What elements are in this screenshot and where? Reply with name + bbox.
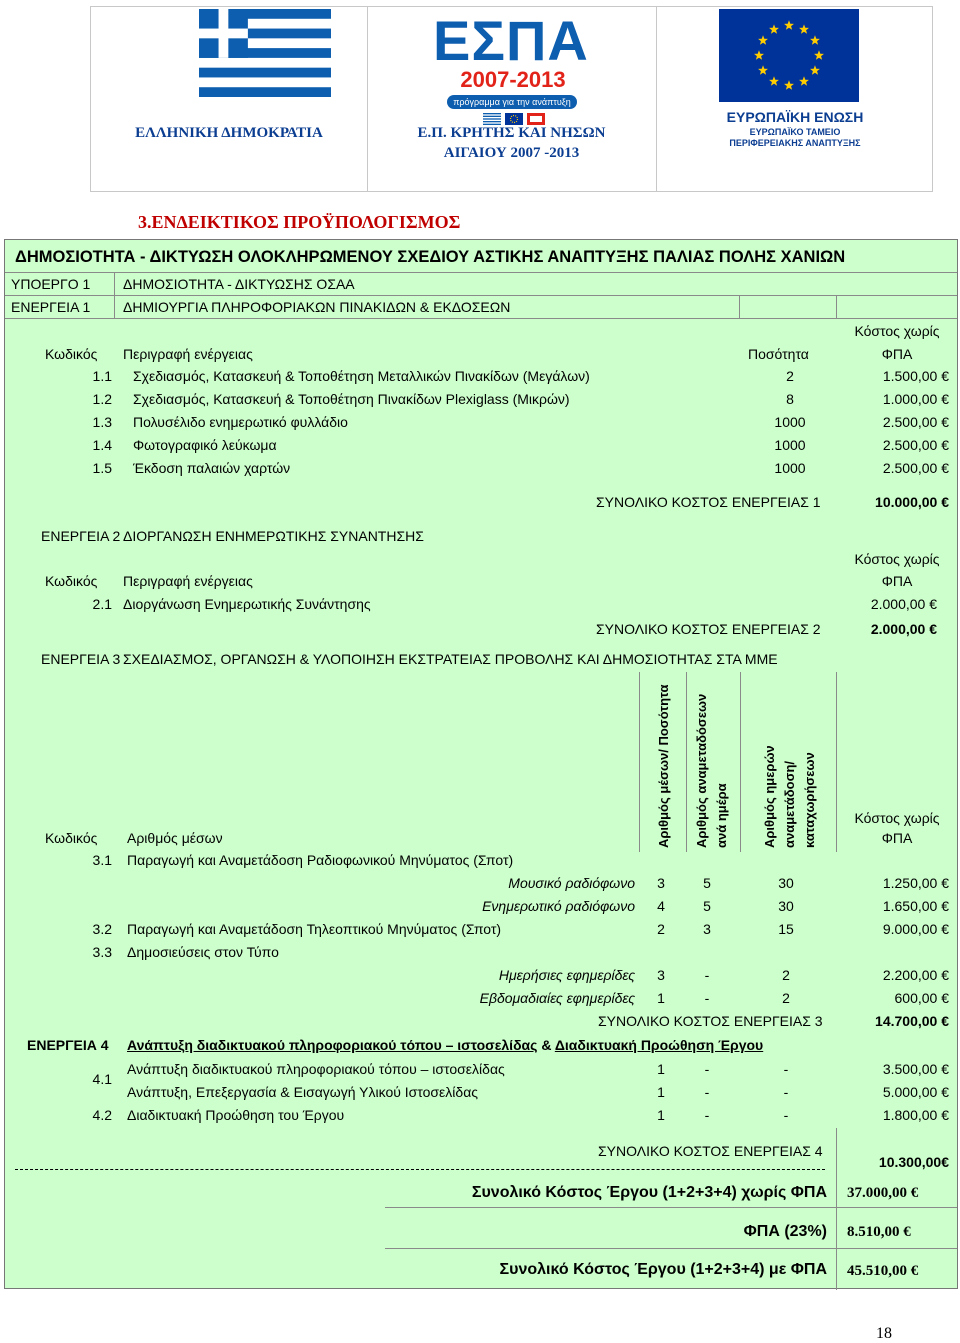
sub-row-desc: Ανάπτυξη διαδικτυακού πληροφοριακού τόπου – ιστοσελίδας bbox=[127, 1061, 505, 1077]
activity3-g3-title: Δημοσιεύσεις στον Τύπο bbox=[127, 944, 279, 960]
activity3-col-code: Κωδικός bbox=[45, 830, 98, 846]
activity2-col-desc: Περιγραφή ενέργειας bbox=[123, 573, 253, 589]
activity1-row-cost: 2.500,00 € bbox=[882, 460, 949, 476]
sub-row-qty: 1 bbox=[657, 990, 665, 1006]
eu-title: ΕΥΡΩΠΑΪΚΗ ΕΝΩΣΗ bbox=[726, 109, 864, 125]
sub-row-per-day: 5 bbox=[703, 875, 711, 891]
activity4-g1-code: 4.1 bbox=[92, 1071, 112, 1087]
activity3-col-broadcasts-line1: Αριθμός αναμεταδόσεων bbox=[694, 693, 709, 848]
espa-years: 2007-2013 bbox=[460, 67, 566, 92]
sub-row-qty: 3 bbox=[657, 875, 665, 891]
activity2-row-desc: Διοργάνωση Ενημερωτικής Συνάντησης bbox=[123, 596, 371, 612]
activity1-col-cost-line2: ΦΠΑ bbox=[881, 346, 913, 362]
activity3-col-broadcasts-line2: ανά ημέρα bbox=[714, 783, 729, 848]
activity2-row-code: 2.1 bbox=[92, 596, 112, 612]
sub-row-days: 2 bbox=[782, 990, 790, 1006]
eu-subtitle-line1: ΕΥΡΩΠΑΪΚΟ ΤΑΜΕΙΟ bbox=[749, 127, 841, 137]
header-divider bbox=[656, 7, 657, 191]
activity1-row-desc: Πολυσέλιδο ενημερωτικό φυλλάδιο bbox=[133, 414, 348, 430]
activity1-col-qty: Ποσότητα bbox=[748, 346, 809, 362]
activity3-g2-cost: 9.000,00 € bbox=[882, 921, 949, 937]
activity1-total-label: ΣΥΝΟΛΙΚΟ ΚΟΣΤΟΣ ΕΝΕΡΓΕΙΑΣ 1 bbox=[596, 494, 821, 510]
sub-row-desc: Εβδομαδιαίες εφημερίδες bbox=[479, 990, 635, 1006]
sub-row-qty: 1 bbox=[657, 1061, 665, 1077]
mini-espa-icon bbox=[527, 113, 545, 125]
activity2-total-label: ΣΥΝΟΛΙΚΟ ΚΟΣΤΟΣ ΕΝΕΡΓΕΙΑΣ 2 bbox=[596, 621, 821, 637]
activity2-col-code: Κωδικός bbox=[45, 573, 98, 589]
activity1-row-cost: 1.500,00 € bbox=[882, 368, 949, 384]
activity1-row-code: 1.2 bbox=[92, 391, 112, 407]
sub-row-desc: Ημερήσιες εφημερίδες bbox=[498, 967, 635, 983]
activity3-g2-desc: Παραγωγή και Αναμετάδοση Τηλεοπτικού Μηνύματος (Σποτ) bbox=[127, 921, 502, 937]
activity4-label: ΕΝΕΡΓΕΙΑ 4 bbox=[27, 1037, 109, 1053]
header-divider bbox=[367, 7, 368, 191]
activity1-row-desc: Έκδοση παλαιών χαρτών bbox=[133, 460, 291, 476]
espa-tagline: πρόγραμμα για την ανάπτυξη bbox=[453, 97, 571, 107]
sub-row-cost: 1.250,00 € bbox=[882, 875, 949, 891]
activity1-row-qty: 2 bbox=[786, 368, 794, 384]
activity3-total-value: 14.700,00 € bbox=[875, 1013, 949, 1029]
activity1-row-code: 1.3 bbox=[92, 414, 112, 430]
sub-row-per-day: - bbox=[704, 1061, 710, 1077]
sub-row-qty: 4 bbox=[657, 898, 665, 914]
activity3-g2-code: 3.2 bbox=[92, 921, 112, 937]
activity3-g2-days: 15 bbox=[778, 921, 794, 937]
activity1-row-qty: 1000 bbox=[774, 460, 806, 476]
sub-row-desc: Ανάπτυξη, Επεξεργασία & Εισαγωγή Υλικού Ιστοσελίδας bbox=[127, 1084, 479, 1100]
sub-row-days: 30 bbox=[778, 875, 794, 891]
activity3-col-qty: Αριθμός μέσων/ Ποσότητα bbox=[656, 684, 671, 848]
activity1-row-cost: 2.500,00 € bbox=[882, 414, 949, 430]
sub-row-days: 30 bbox=[778, 898, 794, 914]
summary-vat-value: 8.510,00 € bbox=[847, 1224, 911, 1240]
activity3-col-means: Αριθμός μέσων bbox=[127, 830, 223, 846]
activity2-total-value: 2.000,00 € bbox=[870, 621, 937, 637]
activity1-row-qty: 1000 bbox=[774, 437, 806, 453]
espa-logo bbox=[411, 11, 621, 111]
activity3-title: ΣΧΕΔΙΑΣΜΟΣ, ΟΡΓΑΝΩΣΗ & ΥΛΟΠΟΙΗΣΗ ΕΚΣΤΡΑΤΕΙΑΣ ΠΡΟΒΟΛΗΣ ΚΑΙ ΔΗΜΟΣΙΟΤΗΤΑΣ ΣΤΑ ΜΜΕ bbox=[123, 651, 778, 667]
summary-total-vat-value: 45.510,00 € bbox=[847, 1263, 919, 1279]
activity1-row-qty: 8 bbox=[786, 391, 794, 407]
summary-vat-label: ΦΠΑ (23%) bbox=[743, 1223, 827, 1240]
activity3-g1-code: 3.1 bbox=[92, 852, 112, 868]
activity1-col-cost-line1: Κόστος χωρίς bbox=[854, 323, 940, 339]
sub-row-per-day: 5 bbox=[703, 898, 711, 914]
activity4-g2-cost: 1.800,00 € bbox=[882, 1107, 949, 1123]
sub-row-days: - bbox=[783, 1061, 789, 1077]
sub-row-desc: Μουσικό ραδιόφωνο bbox=[508, 875, 635, 891]
activity1-title: ΔΗΜΙΟΥΡΓΙΑ ΠΛΗΡΟΦΟΡΙΑΚΩΝ ΠΙΝΑΚΙΔΩΝ & ΕΚΔΟΣΕΩΝ bbox=[123, 299, 511, 315]
sub-row-cost: 1.650,00 € bbox=[882, 898, 949, 914]
sub-row-cost: 3.500,00 € bbox=[882, 1061, 949, 1077]
activity4-title: Ανάπτυξη διαδικτυακού πληροφοριακού τόπου – ιστοσελίδας & Διαδικτυακή Προώθηση Έργου bbox=[127, 1037, 764, 1053]
sub-row-cost: 2.200,00 € bbox=[882, 967, 949, 983]
activity4-g2-per-day: - bbox=[704, 1107, 710, 1123]
espa-logo-text: ΕΣΠΑ bbox=[433, 9, 589, 72]
sub-row-per-day: - bbox=[704, 990, 710, 1006]
activity4-g2-qty: 1 bbox=[657, 1107, 665, 1123]
activity3-col-days-line2: αναμετάδοση/ bbox=[782, 760, 797, 848]
greek-republic-label: ΕΛΛΗΝΙΚΗ ΔΗΜΟΚΡΑΤΙΑ bbox=[135, 125, 323, 141]
activity3-total-label: ΣΥΝΟΛΙΚΟ ΚΟΣΤΟΣ ΕΝΕΡΓΕΙΑΣ 3 bbox=[598, 1013, 823, 1029]
activity4-g2-code: 4.2 bbox=[92, 1107, 112, 1123]
dashed-separator bbox=[15, 1169, 825, 1170]
activity1-row-desc: Σχεδιασμός, Κατασκευή & Τοποθέτηση Πινακίδων Plexiglass (Μικρών) bbox=[133, 391, 570, 407]
program-label-line1: Ε.Π. ΚΡΗΤΗΣ ΚΑΙ ΝΗΣΩΝ bbox=[417, 125, 606, 141]
activity2-title: ΔΙΟΡΓΑΝΩΣΗ ΕΝΗΜΕΡΩΤΙΚΗΣ ΣΥΝΑΝΤΗΣΗΣ bbox=[123, 528, 424, 544]
activity3-col-days-line3: καταχωρήσεων bbox=[802, 752, 817, 848]
activity2-col-cost-line1: Κόστος χωρίς bbox=[854, 551, 940, 567]
summary-total-vat-label: Συνολικό Κόστος Έργου (1+2+3+4) με ΦΠΑ bbox=[499, 1261, 827, 1278]
sub-row-per-day: - bbox=[704, 1084, 710, 1100]
activity3-col-days-line1: Αριθμός ημερών bbox=[762, 745, 777, 848]
sub-row-cost: 5.000,00 € bbox=[882, 1084, 949, 1100]
activity1-row-desc: Σχεδιασμός, Κατασκευή & Τοποθέτηση Μεταλλικών Πινακίδων (Μεγάλων) bbox=[133, 368, 590, 384]
activity1-col-code: Κωδικός bbox=[45, 346, 98, 362]
activity3-g1-title: Παραγωγή και Αναμετάδοση Ραδιοφωνικού Μηνύματος (Σποτ) bbox=[127, 852, 514, 868]
eu-subtitle-line2: ΠΕΡΙΦΕΡΕΙΑΚΗΣ ΑΝΑΠΤΥΞΗΣ bbox=[729, 138, 861, 148]
activity4-total-value: 10.300,00€ bbox=[878, 1154, 949, 1170]
activity3-label: ΕΝΕΡΓΕΙΑ 3 bbox=[41, 651, 121, 667]
sub-row-qty: 3 bbox=[657, 967, 665, 983]
activity1-row-cost: 2.500,00 € bbox=[882, 437, 949, 453]
sub-row-days: - bbox=[783, 1084, 789, 1100]
activity2-col-cost-line2: ΦΠΑ bbox=[881, 573, 913, 589]
activity3-g2-qty: 2 bbox=[657, 921, 665, 937]
page-number: 18 bbox=[876, 1325, 892, 1342]
activity2-label: ΕΝΕΡΓΕΙΑ 2 bbox=[41, 528, 121, 544]
activity2-row-cost: 2.000,00 € bbox=[870, 596, 937, 612]
subproject-title: ΔΗΜΟΣΙΟΤΗΤΑ - ΔΙΚΤΥΩΣΗΣ ΟΣΑΑ bbox=[123, 276, 355, 292]
header-logos bbox=[90, 6, 933, 192]
activity1-label: ΕΝΕΡΓΕΙΑ 1 bbox=[11, 299, 91, 315]
activity1-row-code: 1.4 bbox=[92, 437, 112, 453]
activity1-row-desc: Φωτογραφικό λεύκωμα bbox=[133, 437, 277, 453]
summary-total-no-vat-value: 37.000,00 € bbox=[847, 1185, 919, 1201]
mini-eu-flag-icon bbox=[505, 113, 523, 125]
activity3-col-cost-line2: ΦΠΑ bbox=[881, 830, 913, 846]
sub-row-desc: Ενημερωτικό ραδιόφωνο bbox=[482, 898, 635, 914]
project-title: ΔΗΜΟΣΙΟΤΗΤΑ - ΔΙΚΤΥΩΣΗ ΟΛΟΚΛΗΡΩΜΕΝΟΥ ΣΧΕΔΙΟΥ ΑΣΤΙΚΗΣ ΑΝΑΠΤΥΞΗΣ ΠΑΛΙΑΣ ΠΟΛΗΣ ΧΑΝΙΩΝ bbox=[15, 248, 846, 266]
activity1-row-qty: 1000 bbox=[774, 414, 806, 430]
activity3-g3-code: 3.3 bbox=[92, 944, 112, 960]
activity1-row-code: 1.1 bbox=[92, 368, 112, 384]
greek-flag-icon bbox=[199, 9, 331, 97]
activity1-row-cost: 1.000,00 € bbox=[882, 391, 949, 407]
sub-row-days: 2 bbox=[782, 967, 790, 983]
activity4-g2-desc: Διαδικτυακή Προώθηση του Έργου bbox=[127, 1107, 345, 1123]
activity4-g2-days: - bbox=[783, 1107, 789, 1123]
eu-subtitle bbox=[656, 127, 934, 149]
program-label-line2: ΑΙΓΑΙΟΥ 2007 -2013 bbox=[443, 145, 580, 161]
activity4-total-label: ΣΥΝΟΛΙΚΟ ΚΟΣΤΟΣ ΕΝΕΡΓΕΙΑΣ 4 bbox=[598, 1143, 823, 1159]
sub-row-per-day: - bbox=[704, 967, 710, 983]
mini-greek-flag-icon bbox=[483, 113, 501, 125]
section-heading: 3.ΕΝΔΕΙΚΤΙΚΟΣ ΠΡΟΫΠΟΛΟΓΙΣΜΟΣ bbox=[138, 212, 461, 232]
subproject-label: ΥΠΟΕΡΓΟ 1 bbox=[11, 276, 91, 292]
sub-row-cost: 600,00 € bbox=[894, 990, 949, 1006]
activity1-row-code: 1.5 bbox=[92, 460, 112, 476]
summary-total-no-vat-label: Συνολικό Κόστος Έργου (1+2+3+4) χωρίς ΦΠΑ bbox=[471, 1184, 827, 1201]
activity1-total-value: 10.000,00 € bbox=[875, 494, 949, 510]
sub-row-qty: 1 bbox=[657, 1084, 665, 1100]
eu-flag-icon bbox=[719, 9, 859, 102]
activity1-col-desc: Περιγραφή ενέργειας bbox=[123, 346, 253, 362]
budget-table bbox=[4, 239, 958, 1289]
activity3-g2-per-day: 3 bbox=[703, 921, 711, 937]
activity3-col-cost-line1: Κόστος χωρίς bbox=[854, 810, 940, 826]
